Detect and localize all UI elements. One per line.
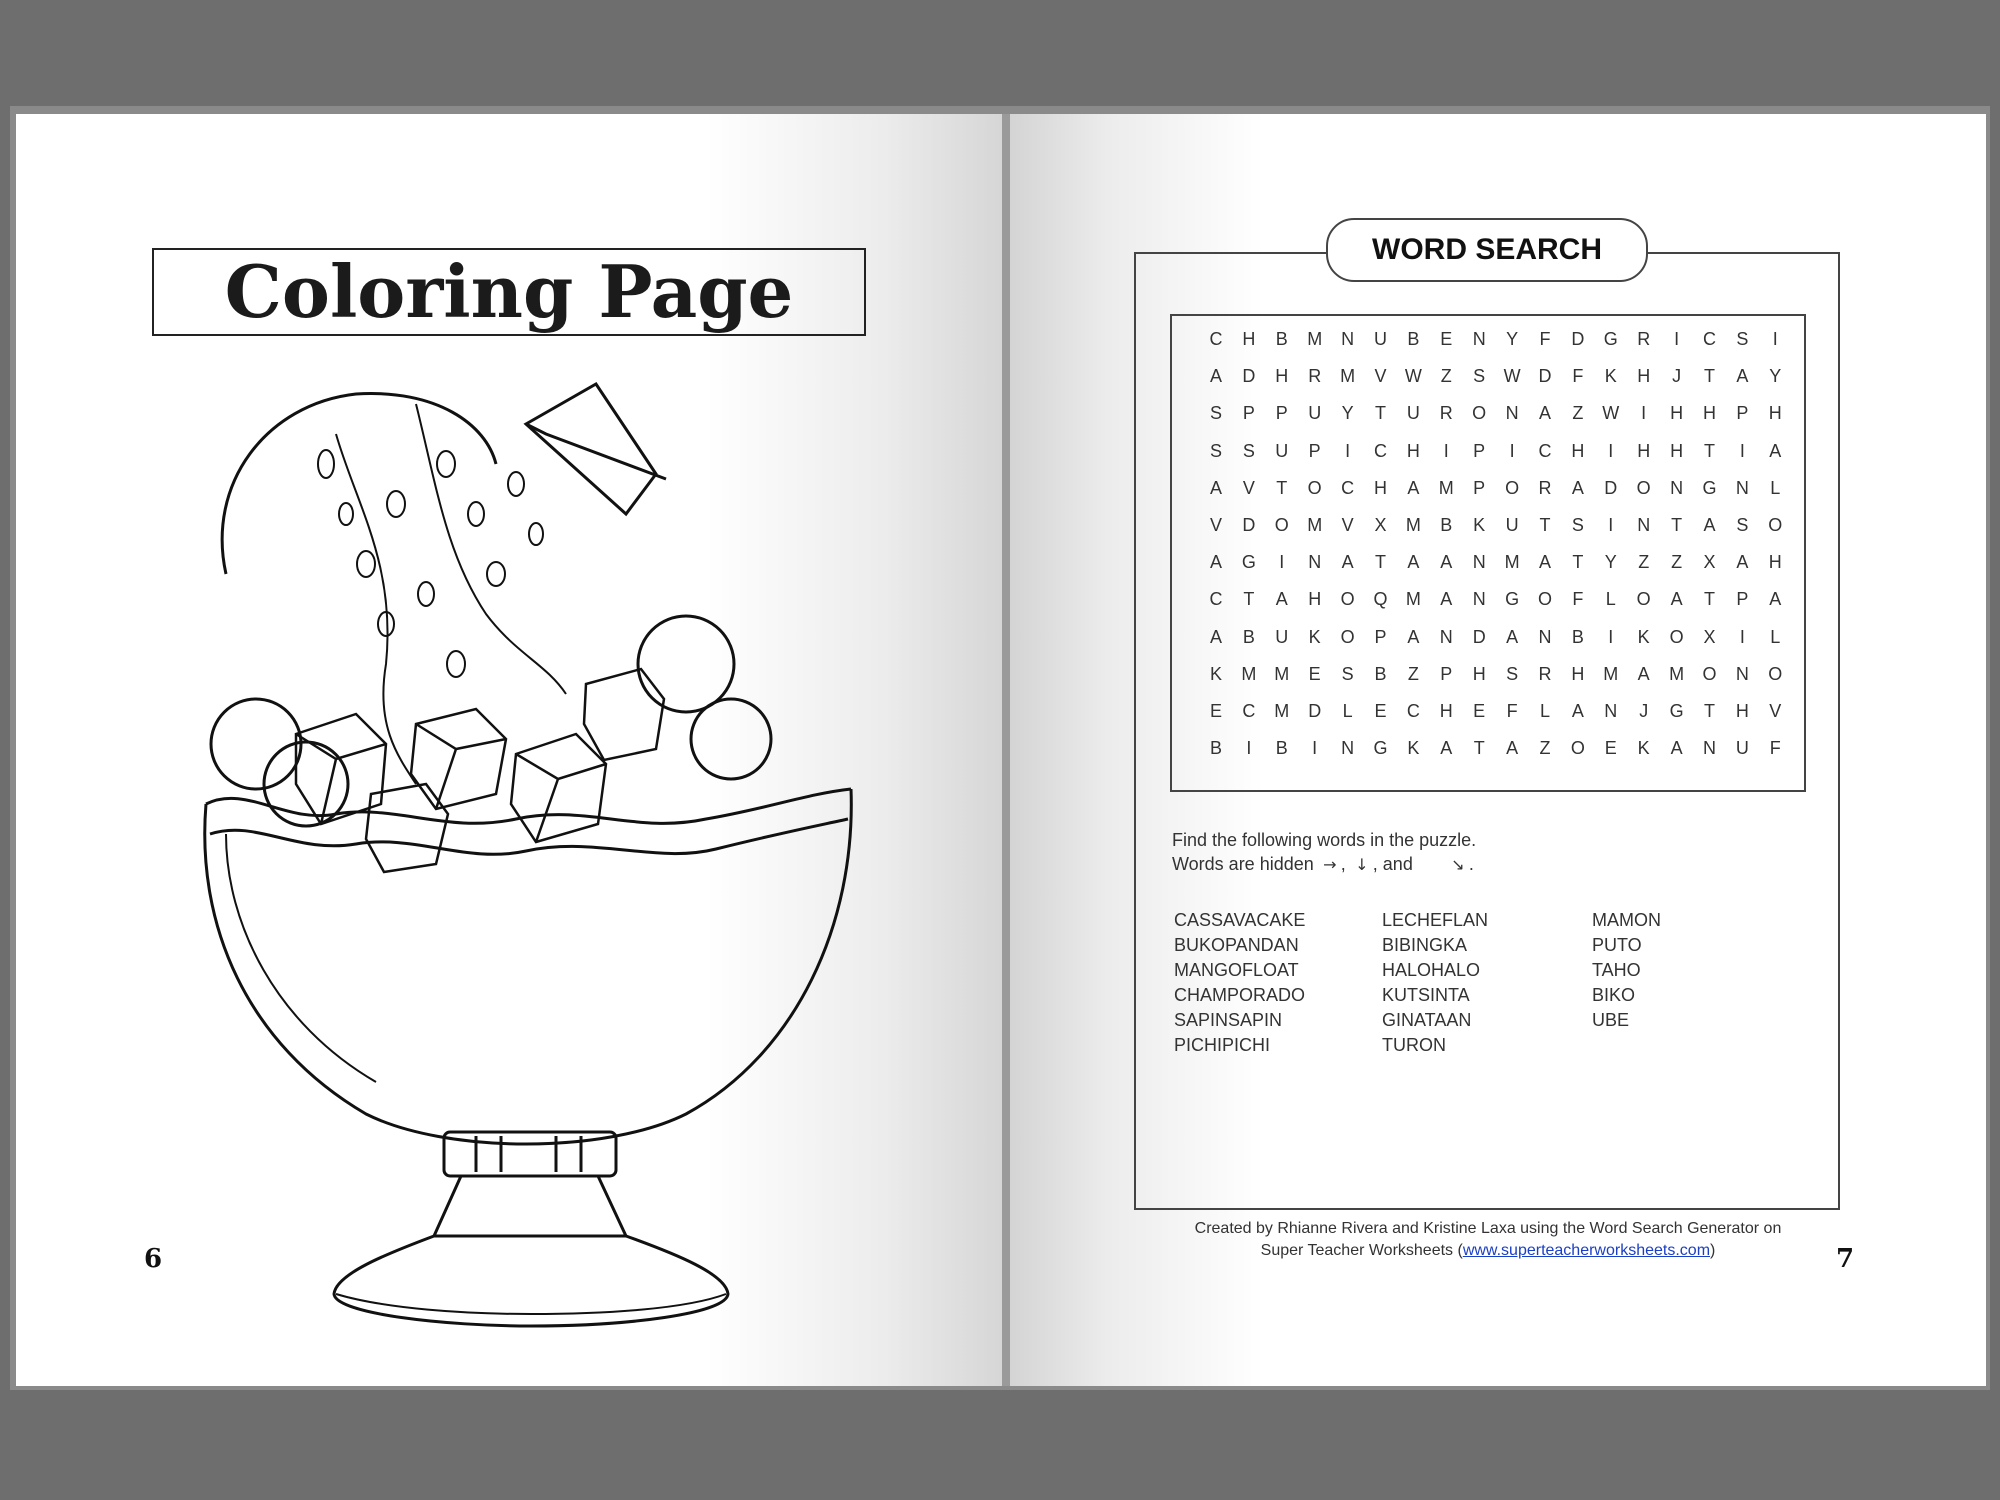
instructions-line-2 [1172,854,1474,875]
grid-letter: S [1506,663,1519,684]
word-list-item: KUTSINTA [1382,985,1470,1005]
grid-letter: P [1736,589,1749,610]
open-book [10,106,1990,1390]
grid-letter: I [1345,440,1351,461]
grid-letter: U [1308,403,1322,424]
word-list-item: UBE [1592,1010,1630,1030]
word-list-item: TURON [1382,1035,1446,1055]
arrow-diagonal-icon: ↘ [1451,855,1465,874]
grid-letter: W [1503,366,1521,387]
word-list-item: HALOHALO [1382,960,1481,980]
grid-letter: O [1537,589,1552,610]
grid-letter: N [1735,663,1749,684]
grid-letter: I [1772,329,1778,349]
word-list-item: BUKOPANDAN [1174,935,1299,955]
grid-letter: K [1308,626,1321,647]
grid-letter: I [1739,440,1745,461]
grid-letter: N [1341,738,1355,759]
word-list-item: MANGOFLOAT [1174,960,1299,980]
grid-letter: T [1276,477,1288,498]
grid-letter: F [1572,366,1584,387]
grid-letter: N [1472,329,1486,349]
grid-letter: R [1637,329,1651,349]
credit-line [1130,1218,1846,1262]
grid-letter: D [1308,701,1322,721]
grid-letter: K [1209,663,1222,684]
grid-letter: S [1341,663,1354,684]
grid-letter: B [1407,329,1420,349]
grid-letter: A [1506,738,1519,759]
grid-letter: P [1736,403,1749,424]
grid-letter: I [1509,440,1515,461]
grid-letter: O [1505,477,1520,498]
grid-letter: N [1472,589,1486,610]
grid-letter: A [1407,626,1420,647]
grid-letter: I [1608,440,1614,461]
grid-letter: I [1739,626,1745,647]
grid-letter: X [1703,552,1716,573]
grid-letter: A [1506,626,1519,647]
grid-letter: U [1505,515,1519,535]
grid-letter: B [1374,663,1387,684]
grid-letter: E [1374,701,1387,721]
grid-letter: E [1604,738,1617,759]
grid-letter: I [1608,515,1614,535]
grid-letter: N [1472,552,1486,573]
grid-letter: L [1342,701,1353,721]
grid-letter: D [1571,329,1585,349]
grid-letter: D [1538,366,1552,387]
book-spine [1002,114,1010,1386]
grid-letter: J [1672,366,1682,387]
grid-letter: H [1374,477,1387,498]
grid-letter: A [1440,552,1453,573]
grid-letter: N [1703,738,1716,759]
halo-halo-sundae-illustration [186,364,876,1334]
grid-letter: C [1242,701,1256,721]
grid-letter: B [1275,329,1288,349]
grid-letter: I [1443,440,1449,461]
grid-letter: Y [1341,403,1354,424]
word-list-item: PUTO [1592,935,1642,955]
grid-letter: T [1375,403,1386,424]
grid-letter: S [1473,366,1486,387]
grid-letter: T [1572,552,1584,573]
grid-letter: T [1704,701,1715,721]
grid-letter: M [1274,701,1290,721]
grid-letter: R [1538,663,1552,684]
grid-letter: N [1341,329,1355,349]
grid-letter: O [1636,589,1651,610]
grid-letter: R [1308,366,1322,387]
grid-letter: S [1242,440,1255,461]
grid-letter: H [1768,403,1782,424]
word-list-item: TAHO [1592,960,1641,980]
grid-letter: X [1374,515,1387,535]
grid-letter: G [1373,738,1388,759]
grid-letter: U [1374,329,1387,349]
grid-letter: T [1473,738,1485,759]
grid-letter: T [1539,515,1551,535]
grid-letter: M [1307,329,1323,349]
grid-letter: O [1570,738,1585,759]
grid-letter: N [1670,477,1684,498]
grid-letter: A [1571,477,1584,498]
grid-letter: T [1704,440,1715,461]
grid-letter: K [1637,626,1650,647]
grid-letter: N [1735,477,1749,498]
word-list-item: PICHIPICHI [1174,1035,1271,1055]
grid-letter: A [1209,626,1222,647]
grid-letter: M [1669,663,1685,684]
grid-letter: N [1637,515,1651,535]
instructions-text: Words are hidden [1172,854,1314,874]
grid-letter: B [1571,626,1584,647]
grid-letter: Y [1769,366,1782,387]
grid-letter: Q [1373,589,1388,610]
grid-letter: A [1769,589,1782,610]
grid-letter: A [1571,701,1584,721]
grid-letter: A [1440,589,1453,610]
grid-letter: M [1438,477,1454,498]
word-list-item: GINATAAN [1382,1010,1472,1030]
grid-letter: P [1473,440,1486,461]
grid-letter: L [1605,589,1616,610]
grid-letter: U [1275,626,1289,647]
left-page [16,114,1002,1386]
grid-letter: V [1374,366,1387,387]
grid-letter: F [1539,329,1551,349]
grid-letter: V [1209,515,1222,535]
word-list-item: CASSAVACAKE [1174,910,1306,930]
grid-letter: A [1769,440,1782,461]
grid-letter: Y [1604,552,1617,573]
grid-letter: F [1572,589,1584,610]
grid-letter: A [1209,552,1222,573]
grid-letter: C [1341,477,1355,498]
grid-letter: C [1374,440,1387,461]
grid-letter: N [1604,701,1618,721]
grid-letter: A [1637,663,1650,684]
grid-letter: Z [1407,663,1419,684]
word-search-title: WORD SEARCH [1326,218,1648,282]
grid-letter: M [1504,552,1520,573]
grid-letter: A [1341,552,1354,573]
grid-letter: O [1307,477,1322,498]
grid-letter: H [1242,329,1256,349]
grid-letter: E [1209,701,1222,721]
grid-letter: A [1703,515,1716,535]
grid-letter: T [1704,589,1715,610]
grid-letter: L [1770,626,1781,647]
word-list-item: LECHEFLAN [1382,910,1489,930]
grid-letter: W [1404,366,1422,387]
grid-letter: I [1608,626,1614,647]
grid-letter: P [1308,440,1321,461]
grid-letter: B [1209,738,1222,759]
grid-letter: N [1505,403,1519,424]
grid-letter: M [1241,663,1257,684]
grid-letter: I [1279,552,1285,573]
grid-letter: A [1736,552,1749,573]
credit-link[interactable]: www.superteacherworksheets.com [1462,1242,1711,1259]
grid-letter: O [1702,663,1717,684]
grid-letter: H [1406,440,1420,461]
grid-letter: U [1735,738,1749,759]
grid-letter: U [1275,440,1289,461]
grid-letter: O [1472,403,1487,424]
grid-letter: M [1274,663,1290,684]
grid-letter: R [1538,477,1552,498]
grid-letter: M [1405,589,1421,610]
grid-letter: H [1637,440,1651,461]
grid-letter: A [1670,738,1683,759]
grid-letter: H [1670,403,1684,424]
grid-letter: H [1768,552,1782,573]
grid-letter: K [1407,738,1420,759]
word-list-item: MAMON [1592,910,1661,930]
grid-letter: V [1341,515,1354,535]
grid-letter: I [1246,738,1252,759]
grid-letter: O [1340,589,1355,610]
grid-letter: H [1571,440,1585,461]
grid-letter: O [1274,515,1289,535]
grid-letter: B [1275,738,1288,759]
credit-text-2 [1130,1240,1846,1262]
grid-letter: O [1768,663,1783,684]
grid-letter: T [1671,515,1683,535]
grid-letter: A [1440,738,1453,759]
instructions-separator: , and [1372,854,1413,874]
grid-letter: A [1538,552,1551,573]
grid-letter: S [1736,329,1749,349]
grid-letter: E [1440,329,1453,349]
credit-prefix: Super Teacher Worksheets ( [1260,1242,1463,1259]
instructions-line-1: Find the following words in the puzzle. [1172,830,1477,850]
grid-letter: N [1439,626,1453,647]
instructions-period: . [1468,854,1474,874]
grid-letter: M [1340,366,1356,387]
grid-letter: A [1275,589,1288,610]
grid-letter: I [1674,329,1680,349]
grid-letter: H [1439,701,1453,721]
grid-letter: A [1209,477,1222,498]
grid-letter: S [1209,440,1222,461]
arrow-down-icon: ↓ [1355,855,1369,874]
coloring-page-title: Coloring Page [152,248,866,336]
grid-letter: V [1242,477,1255,498]
word-list-item: BIBINGKA [1382,935,1468,955]
grid-letter: A [1670,589,1683,610]
word-list-item: BIKO [1592,985,1636,1005]
grid-letter: Z [1638,552,1650,573]
grid-letter: Z [1440,366,1452,387]
grid-letter: G [1669,701,1684,721]
grid-letter: K [1473,515,1486,535]
grid-letter: C [1209,329,1223,349]
credit-text-1: Created by Rhianne Rivera and Kristine Laxa using the Word Search Generator on [1194,1220,1782,1237]
grid-letter: D [1604,477,1618,498]
grid-letter: L [1770,477,1781,498]
grid-letter: O [1768,515,1783,535]
grid-letter: H [1670,440,1684,461]
grid-letter: Z [1671,552,1683,573]
grid-letter: E [1473,701,1486,721]
grid-letter: I [1641,403,1647,424]
grid-letter: L [1539,701,1550,721]
grid-letter: Z [1539,738,1551,759]
grid-letter: T [1243,589,1255,610]
grid-letter: P [1275,403,1288,424]
grid-letter: E [1308,663,1321,684]
word-list-item: SAPINSAPIN [1174,1010,1283,1030]
grid-letter: H [1275,366,1289,387]
grid-letter: T [1704,366,1715,387]
grid-letter: A [1538,403,1551,424]
grid-letter: K [1604,366,1617,387]
grid-letter: H [1308,589,1322,610]
left-page-number: 6 [144,1244,163,1274]
grid-letter: S [1571,515,1584,535]
right-page-number: 7 [1836,1244,1855,1274]
grid-letter: G [1505,589,1520,610]
grid-letter: C [1538,440,1552,461]
instructions-separator: , [1340,854,1346,874]
grid-letter: C [1406,701,1420,721]
grid-letter: G [1603,329,1618,349]
grid-letter: X [1703,626,1716,647]
grid-letter: C [1209,589,1223,610]
grid-letter: H [1735,701,1749,721]
word-list-item: CHAMPORADO [1174,985,1306,1005]
credit-suffix: ) [1710,1242,1716,1259]
grid-letter: A [1736,366,1749,387]
grid-letter: K [1637,738,1650,759]
grid-letter: Y [1506,329,1519,349]
grid-letter: T [1375,552,1386,573]
right-page [1010,114,1986,1386]
grid-letter: P [1242,403,1255,424]
grid-letter: H [1571,663,1585,684]
grid-letter: J [1639,701,1649,721]
grid-letter: V [1769,701,1782,721]
grid-letter: A [1407,477,1420,498]
arrow-right-icon: → [1323,855,1337,874]
grid-letter: W [1602,403,1620,424]
grid-letter: M [1307,515,1323,535]
grid-letter: B [1440,515,1453,535]
grid-letter: O [1669,626,1684,647]
word-search-grid [1170,314,1806,792]
grid-letter: D [1242,515,1256,535]
grid-letter: U [1406,403,1420,424]
grid-letter: I [1312,738,1318,759]
grid-letter: G [1241,552,1256,573]
grid-letter: M [1405,515,1421,535]
grid-letter: S [1209,403,1222,424]
grid-letter: P [1374,626,1387,647]
grid-letter: S [1736,515,1749,535]
grid-letter: R [1439,403,1453,424]
grid-letter: D [1242,366,1256,387]
grid-letter: N [1308,552,1322,573]
grid-letter: Z [1572,403,1584,424]
grid-letter: H [1472,663,1486,684]
grid-letter: C [1703,329,1716,349]
grid-letter: F [1769,738,1781,759]
grid-letter: A [1407,552,1420,573]
grid-letter: O [1636,477,1651,498]
grid-letter: B [1242,626,1255,647]
grid-letter: D [1472,626,1486,647]
grid-letter: H [1703,403,1716,424]
grid-letter: F [1506,701,1518,721]
grid-letter: H [1637,366,1651,387]
grid-letter: A [1209,366,1222,387]
grid-letter: P [1473,477,1486,498]
grid-letter: O [1340,626,1355,647]
grid-letter: G [1702,477,1717,498]
grid-letter: M [1603,663,1619,684]
grid-letter: N [1538,626,1552,647]
grid-letter: P [1440,663,1453,684]
